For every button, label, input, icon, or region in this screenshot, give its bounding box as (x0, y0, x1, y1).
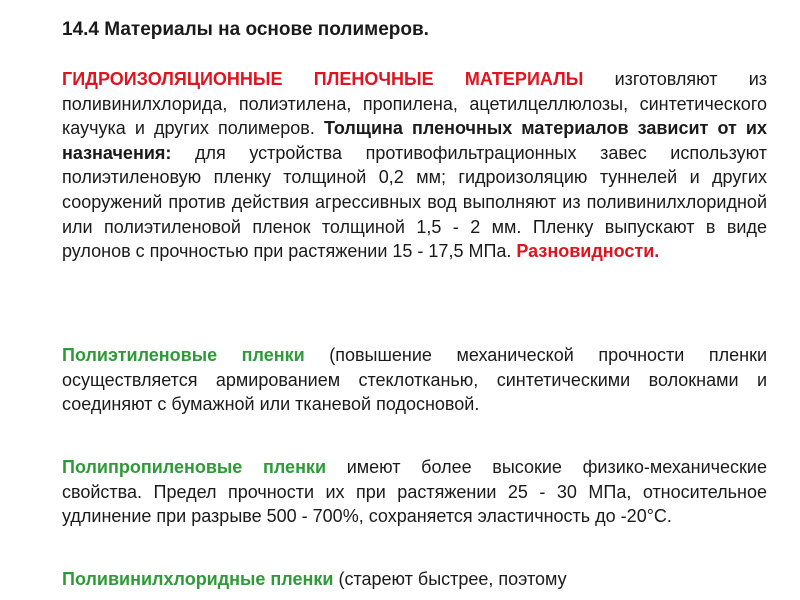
paragraph-text: (стареют быстрее, поэтому (333, 569, 567, 589)
paragraph-text: для устройства противофильтрационных завес используют полиэтиленовую пленку толщиной 0,2 мм; гидроизоляцию туннелей и других сооружений против действия агрессивных вод выполняют из поливинилхлоридной или полиэтиленовой пленок толщиной 1,5 - 2 мм. Пленку выпускают в виде рулонов с прочностью при растяжении 15 - 17,5 МПа. (62, 142, 767, 262)
varieties-label: Разновидности. (516, 241, 660, 262)
paragraph-polypropylene (62, 455, 767, 529)
paragraph-polyethylene (62, 343, 767, 417)
paragraph-pvc (62, 567, 767, 592)
heading-waterproofing-materials: ГИДРОИЗОЛЯЦИОННЫЕ ПЛЕНОЧНЫЕ МАТЕРИАЛЫ (62, 69, 584, 89)
slide-title: 14.4 Материалы на основе полимеров. (62, 19, 429, 40)
paragraph-text: имеют более высокие физико-механические свойства. Предел прочности их при растяжении 25 - 30 МПа, относительное удлинение при разрыве 500 - 700%, сохраняется эластичность до -20°С. (62, 457, 767, 527)
paragraph-text: изготовляют из поливинилхлорида, полиэтилена, пропилена, ацетилцеллюлозы, синтетического каучука и других полимеров. (62, 69, 768, 139)
term-polypropylene-films: Полипропиленовые пленки (62, 457, 327, 477)
term-polyethylene-films: Полиэтиленовые пленки (62, 345, 305, 365)
bold-statement: Толщина пленочных материалов зависит от их назначения: (62, 118, 767, 163)
paragraph-text: (повышение механической прочности пленки осуществляется армированием стеклотканью, синтетическими волокнами и соединяют с бумажной или тканевой подосновой. (62, 345, 768, 415)
paragraph-waterproofing (62, 67, 767, 264)
term-pvc-films: Поливинилхлоридные пленки (62, 569, 334, 589)
